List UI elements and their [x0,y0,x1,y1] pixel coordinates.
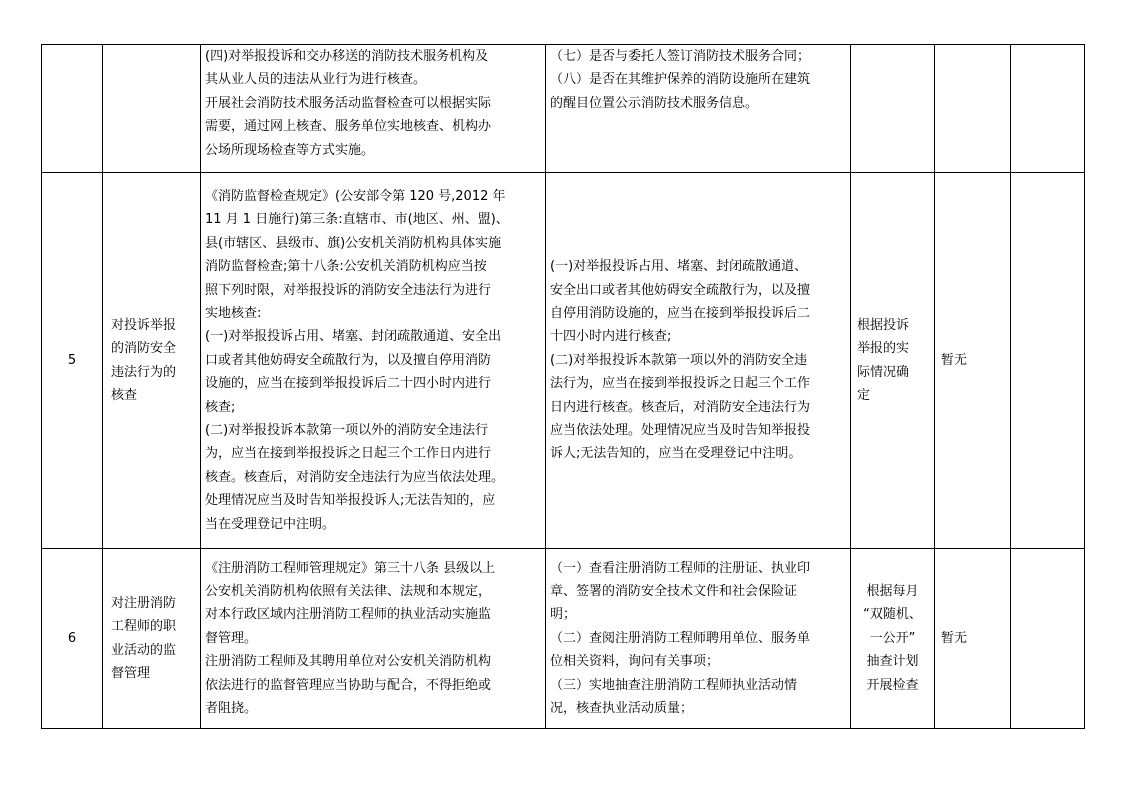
text-line: (一)对举报投诉占用、堵塞、封闭疏散通道、 [550,259,808,275]
text-line: 根据投诉 [857,317,910,333]
text-line: 诉人;无法告知的，应当在受理登记中注明。 [550,446,802,462]
text-line: 明； [550,607,577,623]
text-line: 的醒目位置公示消防技术服务信息。 [550,95,759,111]
text-line: 公场所现场检查等方式实施。 [205,142,375,158]
text-line: 一公开” [869,630,916,646]
inspection-frequency-cell [851,173,935,549]
legal-basis-cell [201,173,546,549]
text-line: 根据每月 [866,583,919,599]
text-line: 处理情况应当及时告知举报投诉人;无法告知的，应 [205,493,496,509]
text-line: 口或者其他妨碍安全疏散行为，以及擅自停用消防 [205,352,492,368]
text-line: 开展社会消防技术服务活动监督检查可以根据实际 [205,95,492,111]
item-name-cell [103,173,201,549]
text-line: 核查。核查后，对消防安全违法行为应当依法处理。 [205,469,505,485]
inspection-content-cell [546,549,851,729]
table-row [42,45,1085,173]
text-line: 实地核查: [205,305,262,321]
text-line: 当在受理登记中注明。 [205,516,336,532]
inspection-frequency-cell [851,45,935,173]
text-line: 者阻挠。 [205,701,258,717]
text-line: 核查; [205,399,236,415]
text-line: 其从业人员的违法从业行为进行核查。 [205,72,427,88]
extra-cell [1011,45,1085,173]
table-row [42,549,1085,729]
legal-basis-cell [201,45,546,173]
text-line: (二)对举报投诉本款第一项以外的消防安全违 [550,352,808,368]
text-line: 照下列时限，对举报投诉的消防安全违法行为进行 [205,282,492,298]
text-line: 抽查计划 [866,654,919,670]
text-line: 违法行为的 [111,364,177,380]
text-line: 法行为，应当在接到举报投诉之日起三个工作 [550,376,811,392]
text-line: 设施的，应当在接到举报投诉后二十四小时内进行 [205,376,492,392]
inspection-frequency-cell [851,549,935,729]
item-name-cell [103,45,201,173]
item-name-cell [103,549,201,729]
text-line: 《消防监督检查规定》(公安部令第 120 号,2012 年 [205,188,506,204]
remark-cell: 暂无 [935,173,1011,549]
inspection-content-cell [546,173,851,549]
text-line: (一)对举报投诉占用、堵塞、封闭疏散通道、安全出 [205,329,502,345]
text-line: 安全出口或者其他妨碍安全疏散行为，以及擅 [550,282,811,298]
text-line: （三）实地抽查注册消防工程师执业活动情 [550,677,798,693]
text-line: 十四小时内进行核查; [550,329,672,345]
legal-basis-cell [201,549,546,729]
text-line: 注册消防工程师及其聘用单位对公安机关消防机构 [205,654,492,670]
text-line: 的消防安全 [111,341,177,357]
text-line: (二)对举报投诉本款第一项以外的消防安全违法行 [205,423,489,439]
text-line: 核查 [111,387,138,403]
text-line: 自停用消防设施的，应当在接到举报投诉后二 [550,305,811,321]
text-line: 为，应当在接到举报投诉之日起三个工作日内进行 [205,446,492,462]
item-number-cell [42,45,103,173]
text-line: 际情况确 [857,364,910,380]
text-line: 开展检查 [866,677,919,693]
text-line: 举报的实 [857,341,910,357]
text-line: 对本行政区域内注册消防工程师的执业活动实施监 [205,607,492,623]
text-line: “双随机、 [863,607,922,623]
item-number-cell: 5 [42,173,103,549]
table-row [42,173,1085,549]
text-line: 公安机关消防机构依照有关法律、法规和本规定， [205,583,492,599]
text-line: 工程师的职 [111,619,177,635]
inspection-items-table [41,44,1085,729]
text-line: 需要，通过网上核查、服务单位实地核查、机构办 [205,119,492,135]
text-line: 日内进行核查。核查后，对消防安全违法行为 [550,399,811,415]
text-line: 对注册消防 [111,595,177,611]
extra-cell [1011,173,1085,549]
text-line: 应当依法处理。处理情况应当及时告知举报投 [550,423,811,439]
text-line: （二）查阅注册消防工程师聘用单位、服务单 [550,630,811,646]
text-line: 督管理 [111,665,151,681]
text-line: 章、签署的消防安全技术文件和社会保险证 [550,583,798,599]
text-line: （八）是否在其维护保养的消防设施所在建筑 [550,72,811,88]
item-number-cell: 6 [42,549,103,729]
text-line: 定 [857,387,871,403]
text-line: 消防监督检查;第十八条:公安机关消防机构应当按 [205,259,487,275]
inspection-content-cell [546,45,851,173]
remark-cell: 暂无 [935,549,1011,729]
text-line: 县(市辖区、县级市、旗)公安机关消防机构具体实施 [205,235,502,251]
text-line: 依法进行的监督管理应当协助与配合，不得拒绝或 [205,677,492,693]
text-line: 11 月 1 日施行)第三条:直辖市、市(地区、州、盟)、 [205,212,509,228]
text-line: 位相关资料，询问有关事项； [550,654,720,670]
text-line: （七）是否与委托人签订消防技术服务合同； [550,49,811,64]
text-line: (四)对举报投诉和交办移送的消防技术服务机构及 [205,49,489,64]
text-line: 督管理。 [205,630,258,646]
text-line: 业活动的监 [111,642,177,658]
text-line: 《注册消防工程师管理规定》第三十八条 县级以上 [205,560,496,576]
text-line: （一）查看注册消防工程师的注册证、执业印 [550,560,811,576]
text-line: 况，核查执业活动质量； [550,701,694,717]
text-line: 对投诉举报 [111,317,177,333]
extra-cell [1011,549,1085,729]
remark-cell [935,45,1011,173]
